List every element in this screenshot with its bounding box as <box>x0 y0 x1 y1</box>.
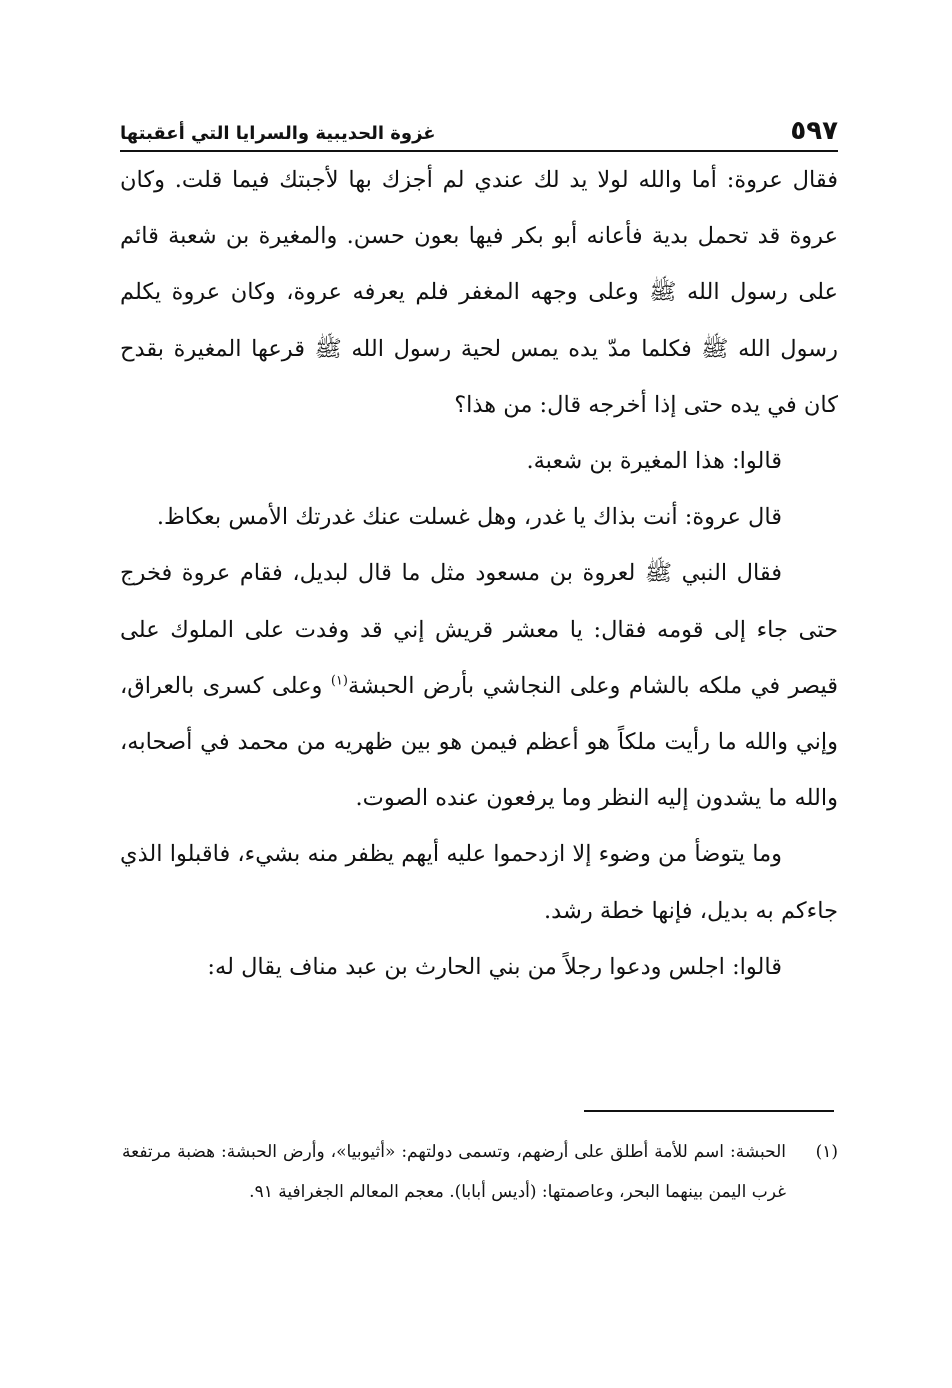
paragraph-3: قال عروة: أنت بذاك يا غدر، وهل غسلت عنك غدرتك الأمس بعكاظ. <box>156 504 782 531</box>
footnote-reference[interactable]: (١) <box>330 673 348 689</box>
paragraph-4 <box>120 545 838 826</box>
paragraph-4-start: فقال النبي ﷺ لعروة بن مسعود مثل ما قال لبديل، فقام عروة فخرج حتى جاء إلى قومه فقال: يا معشر قريش إني قد وفدت على الملوك على قيصر في ملكه بالشام وعلى النجاشي بأرض الحبشة <box>120 560 838 699</box>
page-header <box>120 112 838 152</box>
page-number: ٥٩٧ <box>790 116 838 146</box>
footnote <box>122 1132 838 1212</box>
footnote-separator <box>584 1110 834 1112</box>
paragraph-4-end: وعلى كسرى بالعراق، وإني والله ما رأيت ملكاً هو أعظم فيمن هو بين ظهريه من محمد في أصحابه، والله ما يشدون إليه النظر وما يرفعون عنده الصوت. <box>120 672 838 812</box>
footnote-number: (١) <box>815 1142 838 1162</box>
paragraph-5: وما يتوضأ من وضوء إلا ازدحموا عليه أيهم يظفر منه بشيء، فاقبلوا الذي جاءكم به بديل، فإنها خطة رشد. <box>120 841 838 924</box>
paragraph-6: قالوا: اجلس ودعوا رجلاً من بني الحارث بن عبد مناف يقال له: <box>207 953 782 980</box>
paragraph-2: قالوا: هذا المغيرة بن شعبة. <box>526 448 782 475</box>
footnote-text: الحبشة: اسم للأمة أطلق على أرضهم، وتسمى دولتهم: «أثيوبيا»، وأرض الحبشة: هضبة مرتفعة غرب اليمن بينهما البحر، وعاصمتها: (أديس أبابا). معجم المعالم الجغرافية ٩١. <box>122 1142 786 1202</box>
paragraph-1: فقال عروة: أما والله لولا يد لك عندي لم أجزك بها لأجبتك فيما قلت. وكان عروة قد تحمل بدية فأعانه أبو بكر فيها بعون حسن. والمغيرة بن شعبة قائم على رسول الله ﷺ وعلى وجهه المغفر فلم يعرفه عروة، وكان عروة يكلم رسول الله ﷺ فكلما مدّ يده يمس لحية رسول الله ﷺ قرعها المغيرة بقدح كان في يده حتى إذا أخرجه قال: من هذا؟ <box>120 167 838 418</box>
main-text <box>120 152 838 995</box>
running-title: غزوة الحديبية والسرايا التي أعقبتها <box>120 123 436 144</box>
